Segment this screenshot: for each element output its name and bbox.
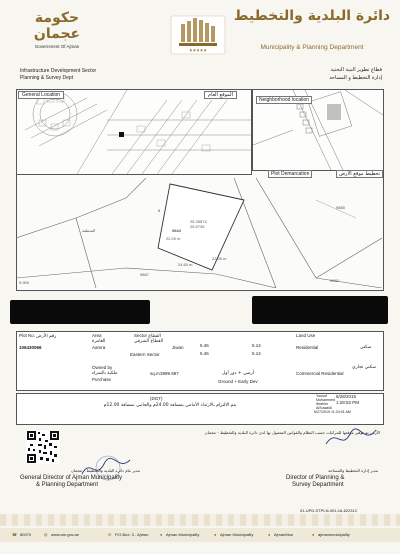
general-location-panel (16, 89, 252, 175)
floors-arabic: أرضي + دور أول (222, 371, 255, 376)
area-sqm-value: 3999.997 (160, 371, 179, 376)
left-title-arabic: مدير عام دائرة البلدية والتخطيط - عجمان (70, 468, 140, 473)
usage-label: Land Use (296, 333, 316, 338)
general-location-label: General Location (18, 91, 64, 99)
ownership-arabic: ملكية بالشراء (92, 371, 118, 376)
district-arabic: العامرة (92, 339, 106, 344)
plot-number: 9844 (172, 228, 181, 233)
municipality-seal-icon (167, 14, 229, 56)
decorative-band (0, 514, 400, 526)
left-title-en-2: & Planning Department (36, 482, 99, 488)
category-value: Commercial Residential (296, 371, 344, 376)
details-table (16, 331, 384, 391)
redacted-owner-left (10, 300, 150, 324)
sector-line-ar-1: قطاع تطوير البنية التحتية (330, 67, 382, 73)
left-title-en-1: General Director of Ajman Municipality (20, 475, 123, 481)
time-1: 1:28:52 PM (336, 400, 360, 405)
svg-text:★★★★★: ★★★★★ (189, 47, 207, 53)
area-value: Jiwan (172, 345, 184, 350)
neighborhood-label: Neighborhood location (256, 96, 312, 104)
date-2: 6/27/2019 11:24:01 AM (314, 410, 351, 414)
social-icon-1: ● (160, 532, 163, 537)
plot-no-label: Plot No. رقم الأرض (19, 333, 57, 338)
general-location-map (17, 90, 251, 174)
social-link-2[interactable]: Ajman Municipality (220, 532, 254, 537)
social-icon-2: ● (214, 532, 217, 537)
document-reference: 01-UPD-STPLN-001-16-622312 (300, 508, 357, 513)
sector-arabic: القطاع الشرقي (134, 339, 164, 344)
government-english-title: Government Of Ajman (34, 44, 80, 49)
globe-icon: ◍ (44, 532, 48, 537)
plot-demarcation-label-ar: تخطيط موقع الأرض (336, 170, 383, 178)
plot-dim-right: 22.00 m (212, 256, 227, 261)
area-sqm-label: sq.m (150, 371, 160, 376)
dim-north: 5.14 (252, 343, 261, 348)
social-link-4[interactable]: ajmanmunicipality (318, 532, 350, 537)
social-icon-3: ● (268, 532, 271, 537)
sector-line-2: Planning & Survey Dept (20, 75, 74, 81)
date-1: 6/28/2015 (336, 394, 357, 399)
website-link[interactable]: www.am.gov.ae (51, 532, 79, 537)
zone-value: Eastern Sector (130, 352, 160, 357)
social-link-1[interactable]: Ajman Municipality (166, 532, 200, 537)
right-title-en-1: Director of Planning & (286, 475, 345, 481)
usage-arabic: سكني (360, 345, 372, 350)
plot-dim-left: 22.00 m (166, 236, 181, 241)
usage-value: Residential (296, 345, 319, 350)
plot-dim-top: 25.35574 (190, 219, 207, 224)
mark-left: 8 (158, 208, 161, 213)
neighbor-right: 9865 (336, 205, 345, 210)
floors-value: Ground + Early Dev (218, 379, 258, 384)
dim-west: 5.46 (200, 351, 209, 356)
redacted-owner-right (252, 296, 388, 324)
sector-line-ar-2: إدارة التخطيط و المساحة (329, 75, 382, 81)
phone-icon: ☎ (12, 532, 17, 537)
area-label-left: المنطقة (82, 228, 96, 233)
social-link-3[interactable]: AjmanMun (274, 532, 294, 537)
right-title-arabic: مدير إدارة التخطيط والمساحة (328, 468, 378, 473)
dim-south: 5.14 (252, 351, 261, 356)
corner-label: 9.900 (19, 280, 30, 285)
right-title-en-2: Survey Department (292, 482, 344, 488)
po-box: P.O.Box: 3 - Ajman (115, 532, 149, 537)
district-value: Aamra (92, 345, 106, 350)
zone-label: Sector القطاع (134, 333, 161, 338)
remarks-arabic: يتم الالتزام بالارتداد الأمامي بمسافة 24.00م والجانبي بمسافة 12.00م (103, 403, 237, 408)
sector-line-1: Infrastructure Development Sector (20, 68, 97, 74)
plot-demarcation-map (16, 178, 382, 288)
department-arabic-title: دائرة البلدية والتخطيط (233, 8, 391, 24)
category-arabic: سكني تجاري (352, 365, 377, 370)
plot-dim-top-2: 25.5735 (190, 224, 205, 229)
notice-arabic: الأرض تم توفير موقعها للمركبات حسب النظام والقوانين المعمول بها لدى دائرة البلدية والتخطيط - عجمان (204, 430, 380, 435)
right-signature-icon (320, 424, 380, 456)
department-english-title: Municipality & Planning Department (260, 44, 364, 51)
neighbor-left: 9867 (140, 272, 149, 277)
general-location-label-ar: الموقع العام (204, 91, 237, 99)
government-arabic-title: حكومة عجمان (33, 10, 81, 42)
phone-number[interactable]: 80070 (20, 532, 32, 537)
plot-dim-bottom: 24.60 m (178, 262, 193, 267)
plot-demarcation-label: Plot Demarcation (268, 170, 312, 178)
area-label: Area (92, 333, 102, 338)
mailbox-icon: ✉ (108, 532, 112, 537)
plot-no-value: 106430066 (19, 345, 42, 350)
issued-by: Yousuf Mohammed Ibrahim AlSuwaidi (316, 394, 335, 410)
ownership-label: Owned by (92, 365, 113, 370)
social-icon-4: ● (312, 532, 315, 537)
qr-code-icon (26, 430, 60, 464)
dim-east: 5.46 (200, 343, 209, 348)
remarks-code: (DGT) (150, 396, 163, 401)
neighbor-south: 9882 (330, 278, 339, 283)
ownership-value: Purchase (92, 377, 112, 382)
